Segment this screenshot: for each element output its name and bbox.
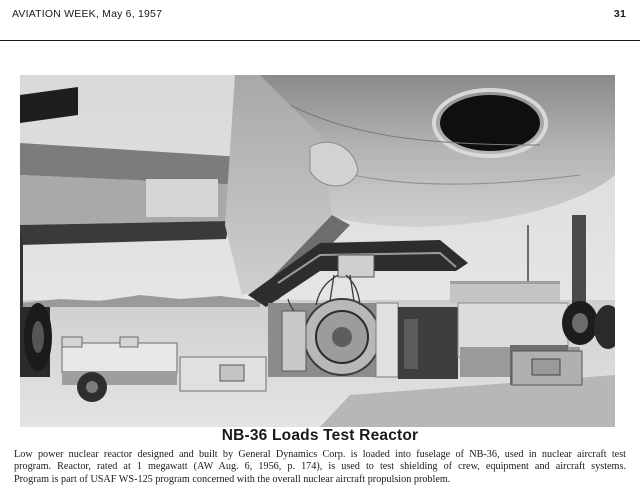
figure-caption xyxy=(14,449,626,486)
photograph xyxy=(20,75,615,427)
photograph-illustration xyxy=(20,75,615,427)
figure-headline: NB-36 Loads Test Reactor xyxy=(221,427,419,444)
header-rule xyxy=(0,40,640,41)
caption-line: Low power nuclear reactor designed and built by General Dynamics Corp. is loaded into fuselage of NB-36, used in nuclear aircraft test xyxy=(14,449,626,460)
caption-line: program. Reactor, rated at 1 megawatt (AW Aug. 6, 1956, p. 174), is used to test shielding of crew, equipment and aircraft systems. xyxy=(14,461,626,473)
page-number: 31 xyxy=(613,8,626,20)
publication-date: AVIATION WEEK, May 6, 1957 xyxy=(12,8,163,20)
caption-line: Program is part of USAF WS-125 program concerned with the overall nuclear aircraft propulsion problem. xyxy=(14,473,451,485)
running-head xyxy=(12,8,626,24)
